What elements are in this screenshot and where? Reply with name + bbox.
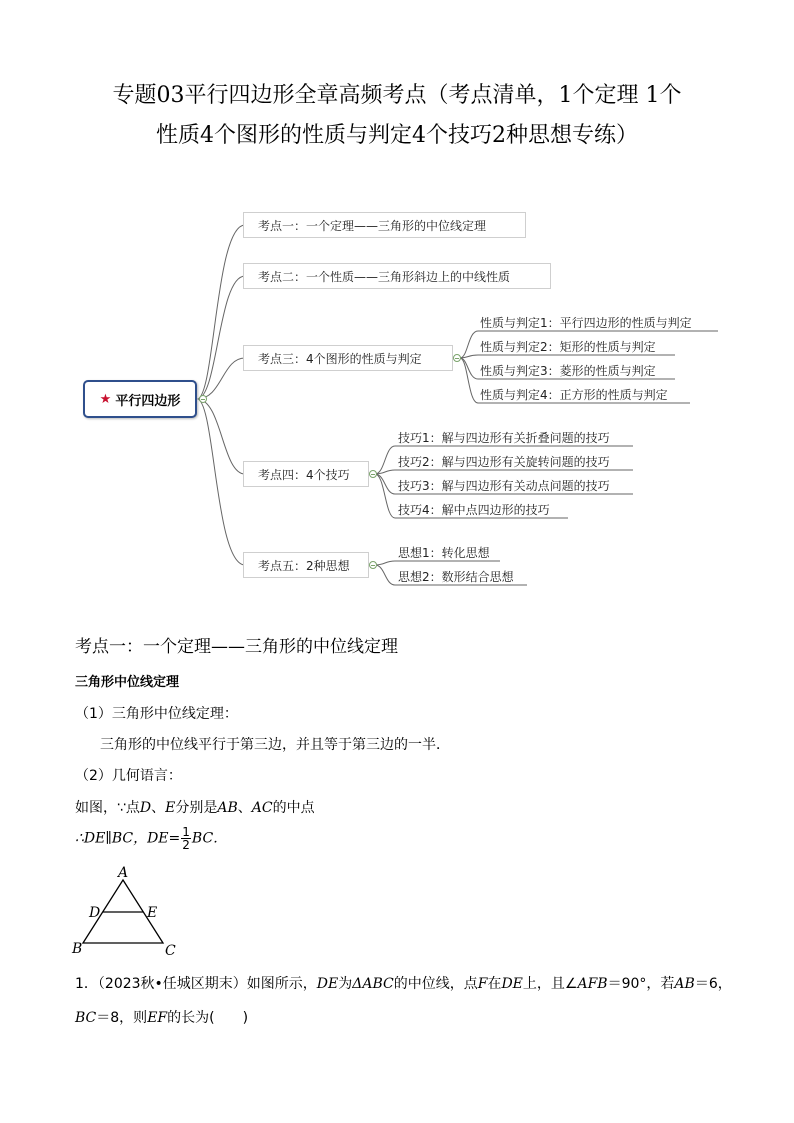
q1-afb: AFB — [577, 976, 608, 992]
q1-part2b: 的长为( ) — [167, 1010, 249, 1026]
geo-d: D — [139, 800, 152, 816]
geo-prefix: 如图，∵点 — [75, 800, 140, 816]
kaodian-5-child-1[interactable]: 思想1：转化思想 — [398, 546, 490, 560]
root-node[interactable] — [83, 380, 197, 418]
kaodian-3-child-1[interactable]: 性质与判定1：平行四边形的性质与判定 — [480, 316, 692, 330]
kaodian-1-node[interactable] — [243, 212, 526, 238]
section-heading: 考点一：一个定理——三角形的中位线定理 — [75, 637, 398, 657]
geo-suffix: 的中点 — [272, 800, 315, 816]
connector-k4-c2 — [375, 470, 633, 474]
q1-f: F — [477, 976, 488, 992]
frac-num: 1 — [182, 825, 190, 839]
triangle-figure — [68, 865, 188, 960]
connector-k5-c1 — [375, 561, 500, 565]
page-title-line2: 性质4个图形的性质与判定4个技巧2种思想专练） — [156, 123, 638, 148]
collapse-icon-kaodian-3[interactable] — [453, 354, 461, 362]
kaodian-5-child-2[interactable]: 思想2：数形结合思想 — [398, 570, 514, 584]
label-b: B — [72, 941, 83, 957]
geo-ab: AB — [217, 800, 238, 816]
kaodian-4-child-2[interactable]: 技巧2：解与四边形有关旋转问题的技巧 — [398, 455, 610, 469]
question-1-line-2 — [75, 1007, 248, 1027]
page-title-line1: 专题03平行四边形全章高频考点（考点清单，1个定理 1个 — [112, 83, 682, 108]
label-a: A — [118, 865, 129, 881]
q1-tri: ΔABC — [352, 976, 394, 992]
collapse-icon-root[interactable] — [199, 395, 207, 403]
fraction — [181, 826, 191, 851]
collapse-icon-kaodian-5[interactable] — [369, 561, 377, 569]
connector-k3-c2 — [460, 355, 675, 358]
frac-den: 2 — [182, 838, 190, 852]
q1-part1g: ＝6， — [694, 976, 732, 992]
kaodian-5-label: 考点五：2种思想 — [258, 558, 350, 573]
q1-ab: AB — [674, 976, 695, 992]
q1-bc: BC — [75, 1010, 97, 1026]
kaodian-3-child-4[interactable]: 性质与判定4：正方形的性质与判定 — [480, 388, 668, 402]
subheading: 三角形中位线定理 — [75, 675, 180, 690]
kaodian-2-label: 考点二：一个性质——三角形斜边上的中线性质 — [258, 269, 511, 284]
kaodian-4-node[interactable] — [243, 461, 369, 487]
collapse-icon-kaodian-4[interactable] — [369, 470, 377, 478]
geometry-line-2 — [75, 826, 227, 851]
geometry-line-1 — [75, 797, 315, 817]
geo-line2-a: ∴DE∥BC，DE= — [75, 830, 181, 847]
label-e: E — [147, 905, 158, 921]
q1-de: DE — [316, 976, 339, 992]
kaodian-3-child-2[interactable]: 性质与判定2：矩形的性质与判定 — [480, 340, 656, 354]
kaodian-3-node[interactable] — [243, 345, 453, 371]
kaodian-2-node[interactable] — [243, 263, 551, 289]
geo-mid: 分别是 — [175, 800, 218, 816]
geo-sep1: 、 — [151, 800, 166, 816]
question-1-line-1 — [75, 973, 732, 993]
q1-part1: 1．（2023秋•任城区期末）如图所示， — [75, 976, 317, 992]
geo-line2-b: BC． — [191, 830, 228, 847]
item-1-text: 三角形的中位线平行于第三边，并且等于第三边的一半． — [100, 737, 450, 753]
geo-sep2: 、 — [237, 800, 252, 816]
root-label: 平行四边形 — [115, 393, 181, 409]
kaodian-1-label: 考点一：一个定理——三角形的中位线定理 — [258, 218, 487, 233]
kaodian-4-child-3[interactable]: 技巧3：解与四边形有关动点问题的技巧 — [398, 479, 610, 493]
label-c: C — [165, 943, 176, 959]
geo-e: E — [165, 800, 176, 816]
q1-part2a: ＝8，则 — [96, 1010, 148, 1026]
geo-ac: AC — [251, 800, 273, 816]
kaodian-4-child-1[interactable]: 技巧1：解与四边形有关折叠问题的技巧 — [398, 431, 610, 445]
kaodian-4-child-4[interactable]: 技巧4：解中点四边形的技巧 — [398, 503, 550, 517]
connector-k5 — [197, 399, 245, 565]
kaodian-4-label: 考点四：4个技巧 — [258, 467, 350, 482]
q1-ef: EF — [147, 1010, 168, 1026]
q1-part1e: 上，且∠ — [522, 976, 578, 992]
item-2-label: （2）几何语言： — [75, 768, 182, 784]
kaodian-3-child-3[interactable]: 性质与判定3：菱形的性质与判定 — [480, 364, 656, 378]
q1-de2: DE — [501, 976, 523, 992]
q1-part1c: 的中位线，点 — [393, 976, 478, 992]
q1-part1d: 在 — [487, 976, 502, 992]
connector-k1 — [197, 225, 245, 399]
q1-part1f: ＝90°，若 — [607, 976, 675, 992]
kaodian-3-label: 考点三：4个图形的性质与判定 — [258, 351, 422, 366]
label-d: D — [89, 905, 101, 921]
star-icon: ★ — [99, 391, 112, 407]
q1-part1b: 为 — [338, 976, 353, 992]
kaodian-5-node[interactable] — [243, 552, 369, 578]
item-1-label: （1）三角形中位线定理： — [75, 706, 238, 722]
